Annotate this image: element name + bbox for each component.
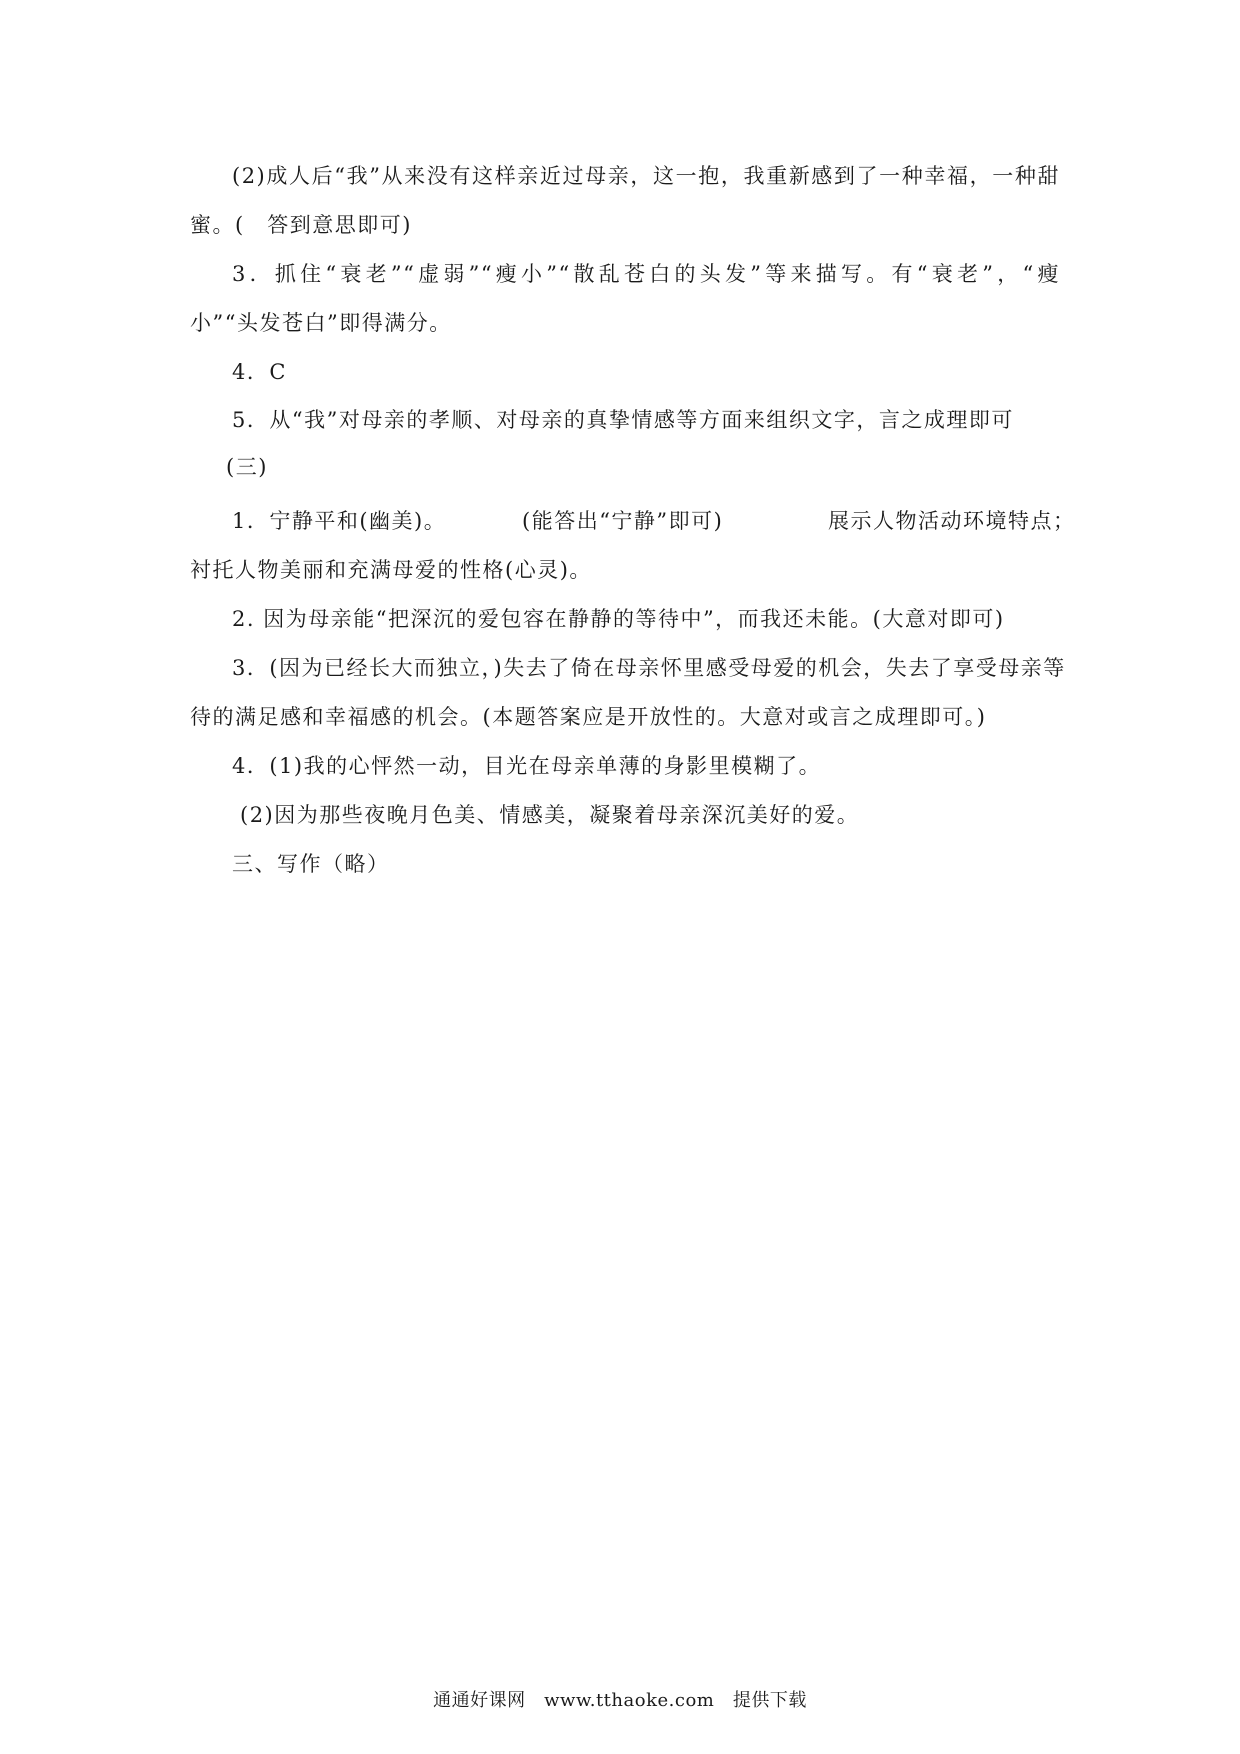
answer-1-part-a: 1．宁静平和(幽美)。 [232, 509, 447, 533]
section-three-answer-3-line-1: 3．(因为已经长大而独立，)失去了倚在母亲怀里感受母爱的机会，失去了享受母亲等 [232, 656, 1066, 680]
answer-4: 4．C [232, 360, 287, 384]
section-three-answer-2: 2. 因为母亲能“把深沉的爱包容在静静的等待中”，而我还未能。(大意对即可) [232, 607, 1005, 631]
section-three-answer-4-2: (2)因为那些夜晚月色美、情感美，凝聚着母亲深沉美好的爱。 [240, 803, 860, 827]
section-three-heading: (三) [226, 455, 268, 479]
answer-3-line-1: 3．抓住“衰老”“虚弱”“瘦小”“散乱苍白的头发”等来描写。有“衰老”，“瘦 [232, 262, 1060, 286]
section-three-answer-4-1: 4．(1)我的心怦然一动，目光在母亲单薄的身影里模糊了。 [232, 754, 822, 778]
answer-3-line-2: 小”“头发苍白”即得满分。 [190, 311, 452, 335]
writing-section: 三、写作（略） [232, 852, 390, 876]
section-three-answer-1-line-2: 衬托人物美丽和充满母爱的性格(心灵)。 [190, 558, 592, 582]
answer-1-part-c: 展示人物活动环境特点； [828, 509, 1076, 533]
section-three-answer-3-line-2: 待的满足感和幸福感的机会。(本题答案应是开放性的。大意对或言之成理即可。) [190, 705, 987, 729]
answer-2-2-line-2: 蜜。( 答到意思即可) [190, 213, 412, 237]
answer-2-2-line-1: (2)成人后“我”从来没有这样亲近过母亲，这一抱，我重新感到了一种幸福，一种甜 [232, 164, 1060, 188]
answer-5: 5．从“我”对母亲的孝顺、对母亲的真挚情感等方面来组织文字，言之成理即可 [232, 408, 1014, 432]
answer-1-part-b: (能答出“宁静”即可) [522, 509, 724, 533]
footer-source: 通通好课网 www.tthaoke.com 提供下载 [433, 1690, 807, 1711]
